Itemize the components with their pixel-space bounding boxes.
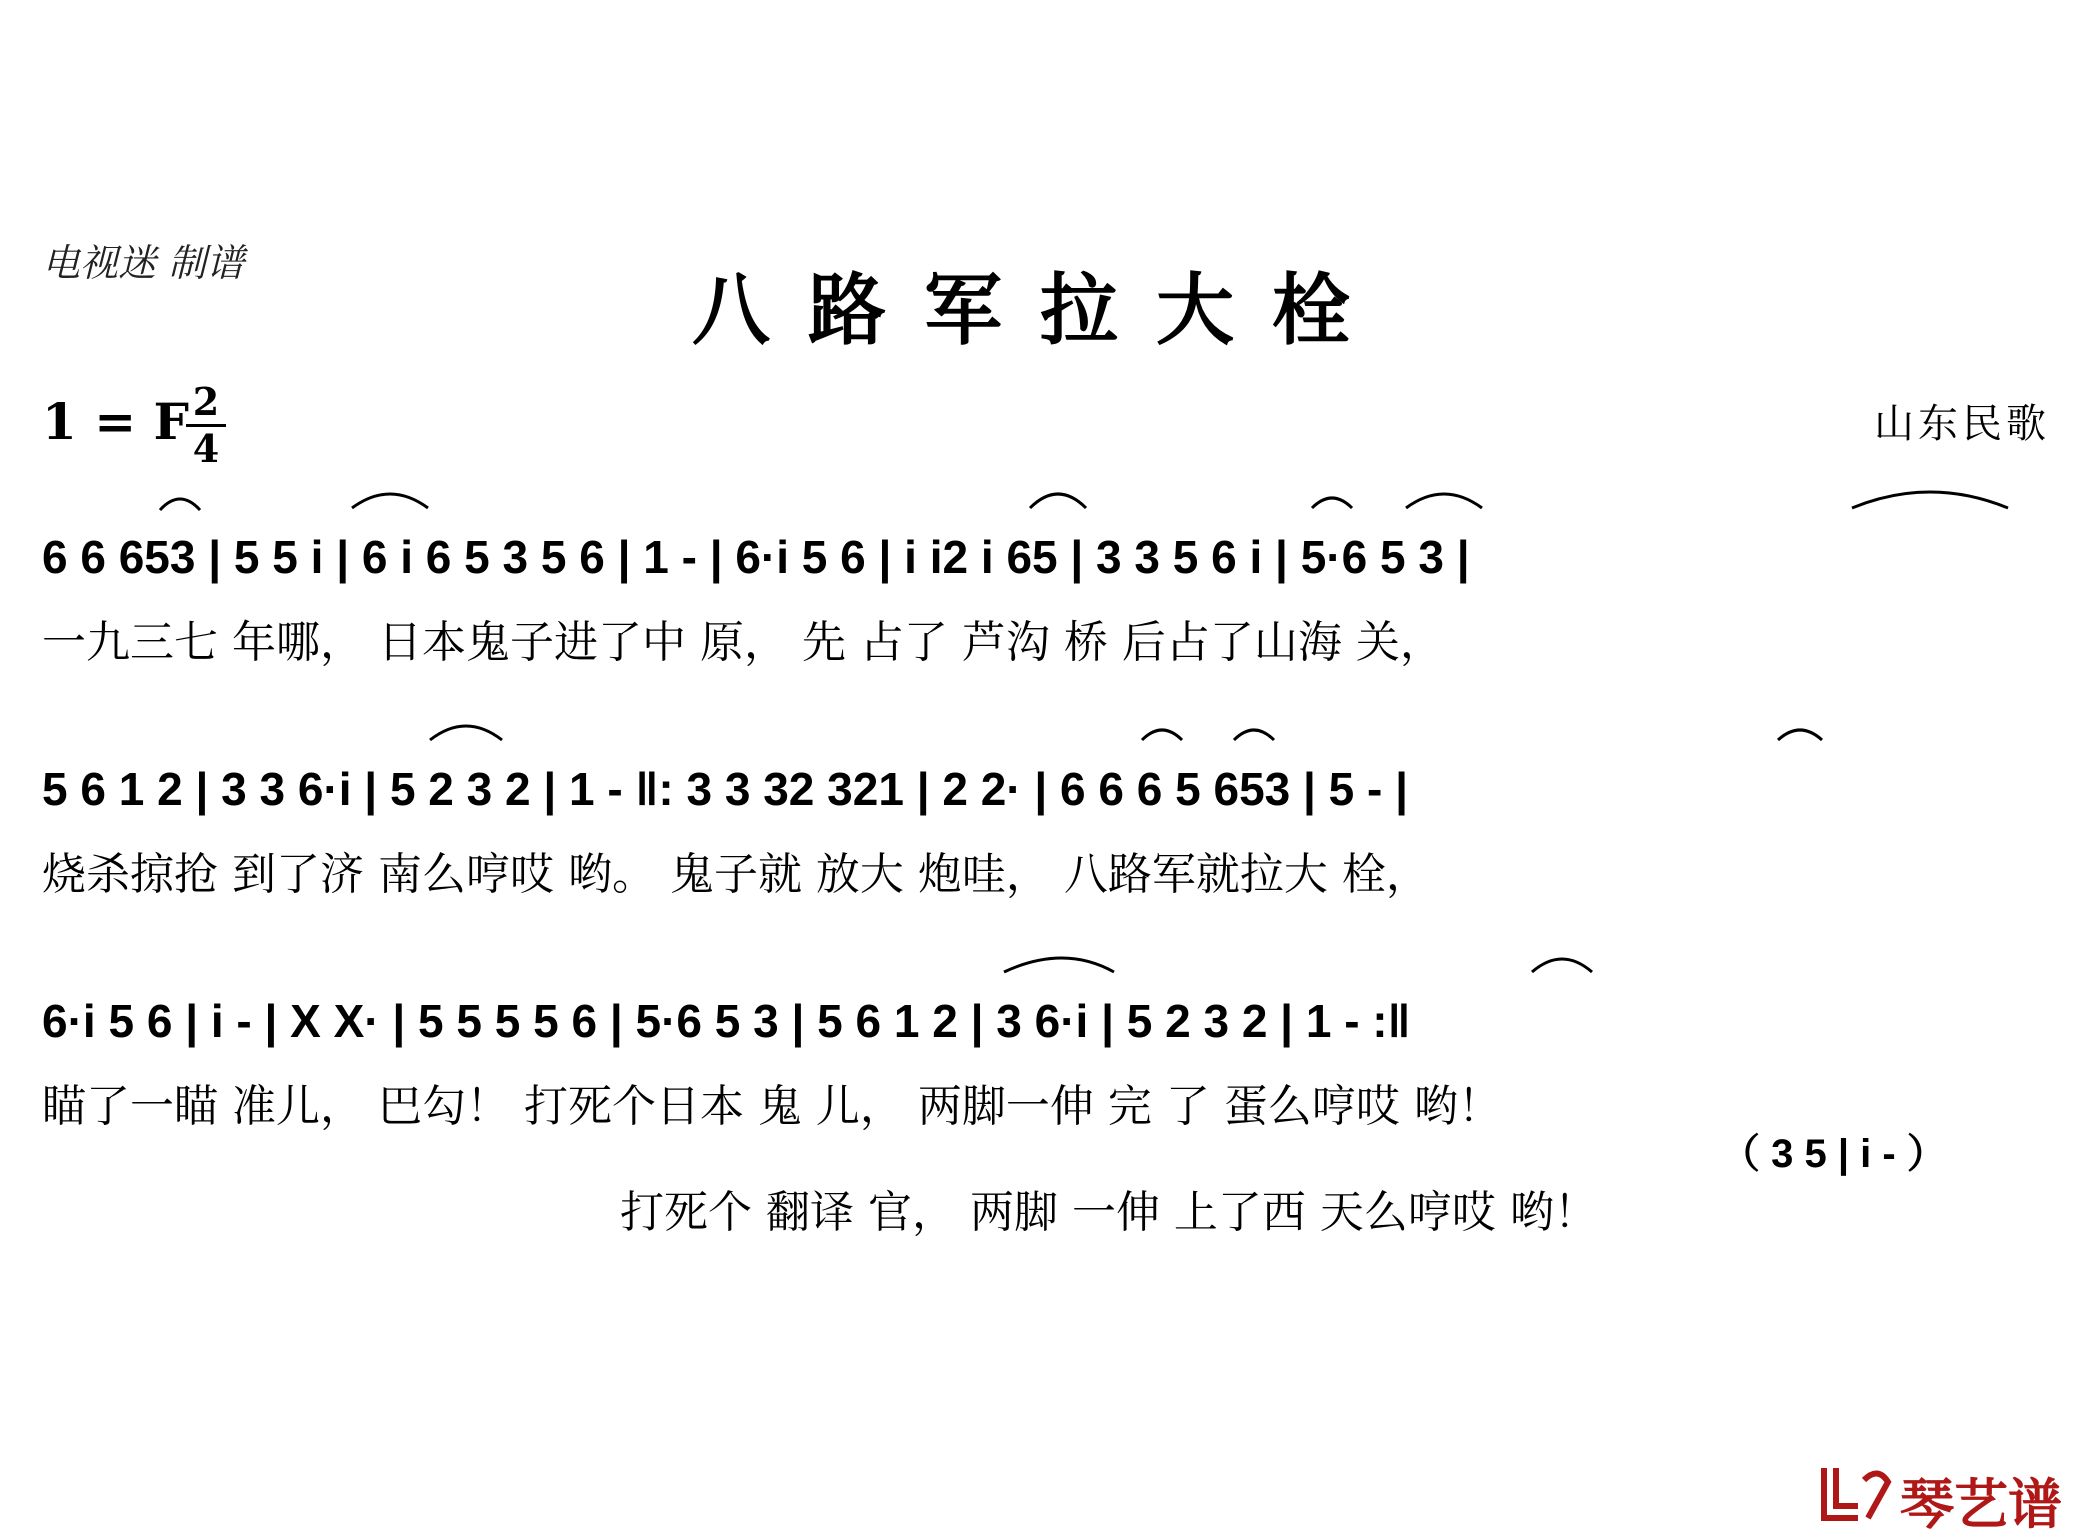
key-signature: 1 = F — [42, 392, 189, 451]
alternate-lyrics: 打死个 翻译 官， 两脚 一伸 上了西 天么哼哎 哟！ — [620, 1187, 1598, 1238]
slur — [430, 726, 502, 740]
lyrics-line-3: 瞄了一瞄 准儿， 巴勾！ 打死个日本 鬼 儿， 两脚一伸 完 了 蛋么哼哎 哟！ — [42, 1081, 1502, 1132]
slur — [1406, 494, 1482, 508]
slur — [1532, 959, 1592, 972]
slur — [1852, 492, 2008, 508]
slur — [1234, 730, 1274, 740]
credit: 电视迷 制谱 — [42, 241, 245, 285]
lyrics-line-2: 烧杀掠抢 到了济 南么哼哎 哟。 鬼子就 放大 炮哇， 八路军就拉大 栓， — [42, 849, 1430, 900]
slur — [1778, 730, 1822, 740]
song-origin: 山东民歌 — [1874, 401, 2050, 447]
time-denominator: 4 — [192, 426, 220, 471]
logo-text: 琴艺谱 — [1900, 1473, 2062, 1536]
slur — [1030, 494, 1086, 508]
slur — [1312, 498, 1352, 508]
logo-icon — [1818, 1460, 1894, 1526]
slur — [1004, 958, 1114, 972]
slur — [352, 494, 428, 508]
song-title: 八路军拉大栓 — [691, 265, 1388, 356]
slur — [160, 499, 200, 510]
notation-line-3: 6·i 5 6 | i - | X X· | 5 5 5 5 6 | 5·6 5 3 | 5 6 1 2 | 3 6·i | 5 2 3 2 | 1 - :‖ — [42, 995, 1411, 1047]
qinyipu-logo — [1818, 1460, 2062, 1536]
slur — [1142, 730, 1182, 740]
alternate-notation: （ 3 5 | i - ） — [1720, 1132, 1947, 1176]
lyrics-line-1: 一九三七 年哪， 日本鬼子进了中 原， 先 占了 芦沟 桥 后占了山海 关， — [42, 617, 1444, 668]
time-numerator: 2 — [192, 379, 220, 424]
notation-line-1: 6 6 653 | 5 5 i | 6 i 6 5 3 5 6 | 1 - | 6·i 5 6 | i i2 i 65 | 3 3 5 6 i | 5·6 5 3 | — [42, 531, 1470, 583]
notation-line-2: 5 6 1 2 | 3 3 6·i | 5 2 3 2 | 1 - ‖: 3 3 32 321 | 2 2· | 6 6 6 5 653 | 5 - | — [42, 763, 1409, 815]
